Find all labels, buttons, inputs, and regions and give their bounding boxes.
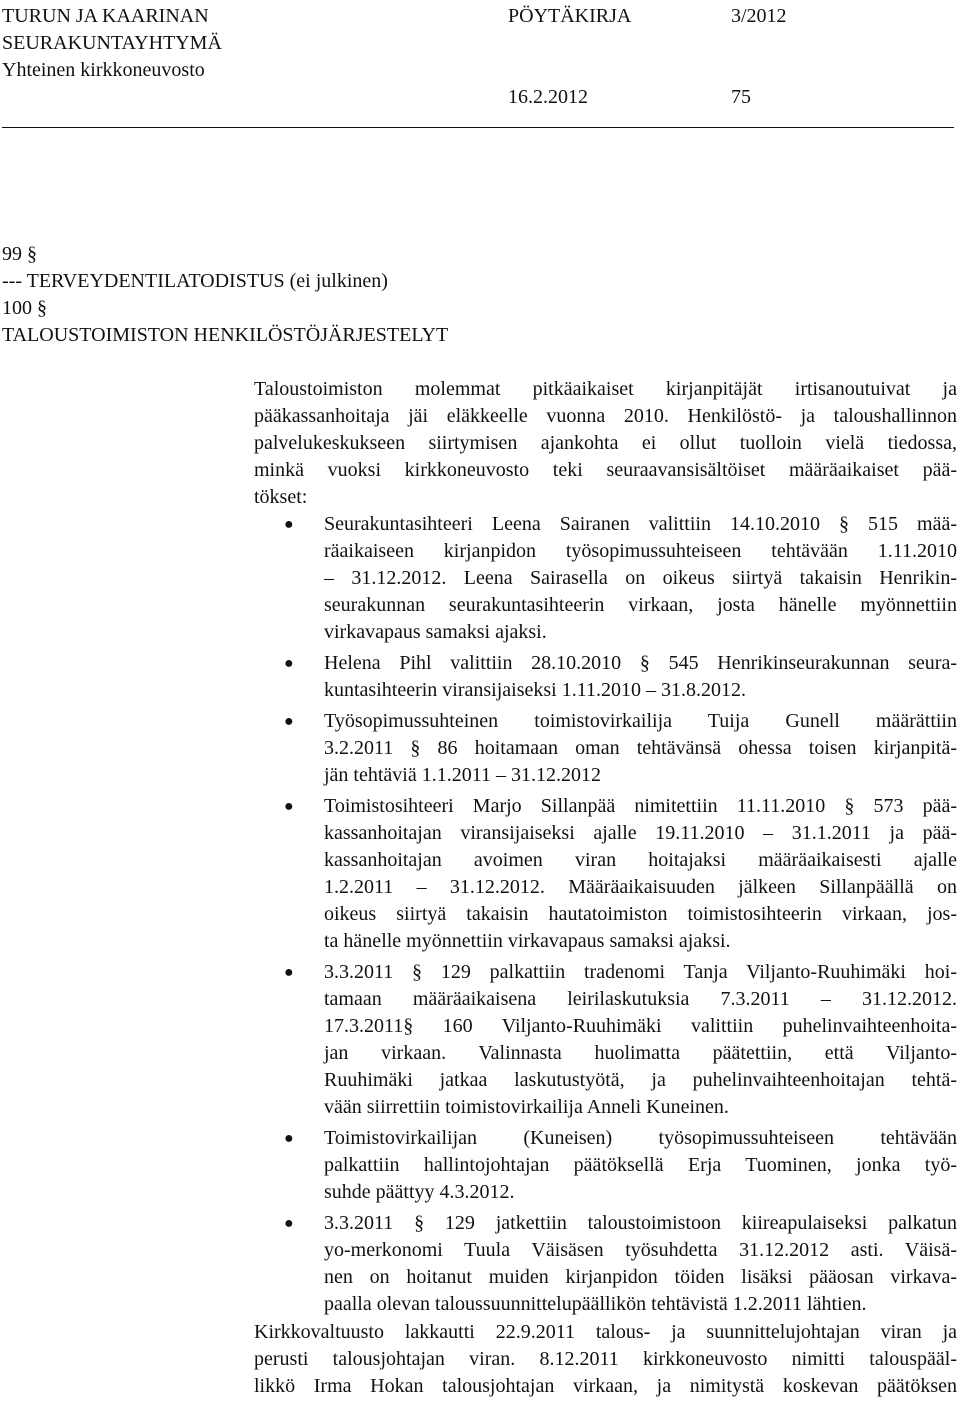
text-line: tökset: xyxy=(254,486,308,508)
text-line: vään siirrettiin toimistovirkailija Anneli Kuneinen. xyxy=(324,1096,729,1118)
list-item xyxy=(254,511,957,646)
text-line: suhde päättyy 4.3.2012. xyxy=(324,1181,515,1203)
text-line: kuntasihteerin viransijaiseksi 1.11.2010 – 31.8.2012. xyxy=(324,679,746,701)
text-line: palvelukeskukseen siirtymisen ajankohta ei ollut tuolloin vielä tiedossa, xyxy=(254,432,957,454)
section-number-100: 100 § xyxy=(2,297,47,319)
text-line: jan virkaan. Valinnasta huolimatta päätettiin, että Viljanto- xyxy=(324,1042,957,1064)
section-title-99: --- TERVEYDENTILATODISTUS (ei julkinen) xyxy=(2,270,388,292)
text-line: 3.3.2011 § 129 jatkettiin taloustoimistoon kiireapulaiseksi palkatun xyxy=(324,1212,957,1234)
text-line: pääkassanhoitaja jäi eläkkeelle vuonna 2010. Henkilöstö- ja taloushallinnon xyxy=(254,405,957,427)
text-line: virkavapaus samaksi ajaksi. xyxy=(324,621,547,643)
text-line: ta hänelle myönnettiin virkavapaus samaksi ajaksi. xyxy=(324,930,731,952)
document-type: PÖYTÄKIRJA xyxy=(508,5,632,27)
bullet-icon: ● xyxy=(284,655,294,672)
org-name: TURUN JA KAARINAN xyxy=(2,5,209,27)
list-item xyxy=(254,650,957,704)
bullet-icon: ● xyxy=(284,516,294,533)
bullet-icon: ● xyxy=(284,798,294,815)
bullet-icon: ● xyxy=(284,713,294,730)
bullet-icon: ● xyxy=(284,1130,294,1147)
text-line: oikeus siirtyä takaisin hautatoimiston toimistosihteerin virkaan, jos- xyxy=(324,903,957,925)
bullet-icon: ● xyxy=(284,964,294,981)
meeting-date: 16.2.2012 xyxy=(508,86,588,108)
text-line: kassanhoitajan avoimen viran hoitajaksi määräaikaisesti ajalle xyxy=(324,849,957,871)
document-number: 3/2012 xyxy=(731,5,787,27)
text-line: jän tehtäviä 1.1.2011 – 31.12.2012 xyxy=(324,764,601,786)
header-divider xyxy=(2,127,954,128)
text-line: 17.3.2011§ 160 Viljanto-Ruuhimäki valittiin puhelinvaihteenhoita- xyxy=(324,1015,957,1037)
text-line: Helena Pihl valittiin 28.10.2010 § 545 Henrikinseurakunnan seura- xyxy=(324,652,957,674)
list-item xyxy=(254,1210,957,1318)
text-line: seurakunnan seurakuntasihteerin virkaan, josta hänelle myönnettiin xyxy=(324,594,957,616)
text-line: Seurakuntasihteeri Leena Sairanen valittiin 14.10.2010 § 515 mää- xyxy=(324,513,957,535)
text-line: Työsopimussuhteinen toimistovirkailija Tuija Gunell määrättiin xyxy=(324,710,957,732)
text-line: – 31.12.2012. Leena Sairasella on oikeus siirtyä takaisin Henrikin- xyxy=(324,567,957,589)
text-line: paalla olevan taloussuunnittelupäällikön tehtävistä 1.2.2011 lähtien. xyxy=(324,1293,867,1315)
text-line: Ruuhimäki jatkaa laskutustyötä, ja puhelinvaihteenhoitajan tehtä- xyxy=(324,1069,957,1091)
text-line: yo-merkonomi Tuula Väisäsen työsuhdetta 31.12.2012 asti. Väisä- xyxy=(324,1239,957,1261)
org-name-line2: SEURAKUNTAYHTYMÄ xyxy=(2,32,222,54)
board-name: Yhteinen kirkkoneuvosto xyxy=(2,59,205,81)
text-line: Toimistovirkailijan (Kuneisen) työsopimussuhteiseen tehtävään xyxy=(324,1127,957,1149)
text-line: tamaan määräaikaisena leirilaskutuksia 7.3.2011 – 31.12.2012. xyxy=(324,988,957,1010)
list-item xyxy=(254,959,957,1121)
list-item xyxy=(254,1125,957,1206)
text-line: likkö Irma Hokan talousjohtajan virkaan, ja nimitystä koskevan päätöksen xyxy=(254,1375,957,1397)
text-line: Toimistosihteeri Marjo Sillanpää nimitettiin 11.11.2010 § 573 pää- xyxy=(324,795,957,817)
text-line: minkä vuoksi kirkkoneuvosto teki seuraavansisältöiset määräaikaiset pää- xyxy=(254,459,957,481)
section-title-100: TALOUSTOIMISTON HENKILÖSTÖJÄRJESTELYT xyxy=(2,324,449,346)
text-line: 3.3.2011 § 129 palkattiin tradenomi Tanja Viljanto-Ruuhimäki hoi- xyxy=(324,961,957,983)
text-line: palkattiin hallintojohtajan päätöksellä Erja Tuominen, jonka työ- xyxy=(324,1154,957,1176)
text-line: kassanhoitajan viransijaiseksi ajalle 19.11.2010 – 31.1.2011 ja pää- xyxy=(324,822,957,844)
bullet-icon: ● xyxy=(284,1215,294,1232)
section-number-99: 99 § xyxy=(2,243,37,265)
page-number: 75 xyxy=(731,86,751,108)
intro-paragraph xyxy=(254,376,957,511)
text-line: nen on hoitanut muiden kirjanpidon töiden lisäksi pääosan virkava- xyxy=(324,1266,957,1288)
text-line: Taloustoimiston molemmat pitkäaikaiset kirjanpitäjät irtisanoutuivat ja xyxy=(254,378,957,400)
text-line: Kirkkovaltuusto lakkautti 22.9.2011 talous- ja suunnittelujohtajan viran ja xyxy=(254,1321,957,1343)
list-item xyxy=(254,708,957,789)
text-line: räaikaiseen kirjanpidon työsopimussuhteiseen tehtävään 1.11.2010 xyxy=(324,540,957,562)
text-line: 3.2.2011 § 86 hoitamaan oman tehtävänsä ohessa toisen kirjanpitä- xyxy=(324,737,957,759)
text-line: 1.2.2011 – 31.12.2012. Määräaikaisuuden jälkeen Sillanpäällä on xyxy=(324,876,957,898)
text-line: perusti talousjohtajan viran. 8.12.2011 kirkkoneuvosto nimitti talouspääl- xyxy=(254,1348,957,1370)
list-item xyxy=(254,793,957,955)
decision-list xyxy=(254,511,957,1322)
closing-paragraph xyxy=(254,1319,957,1400)
